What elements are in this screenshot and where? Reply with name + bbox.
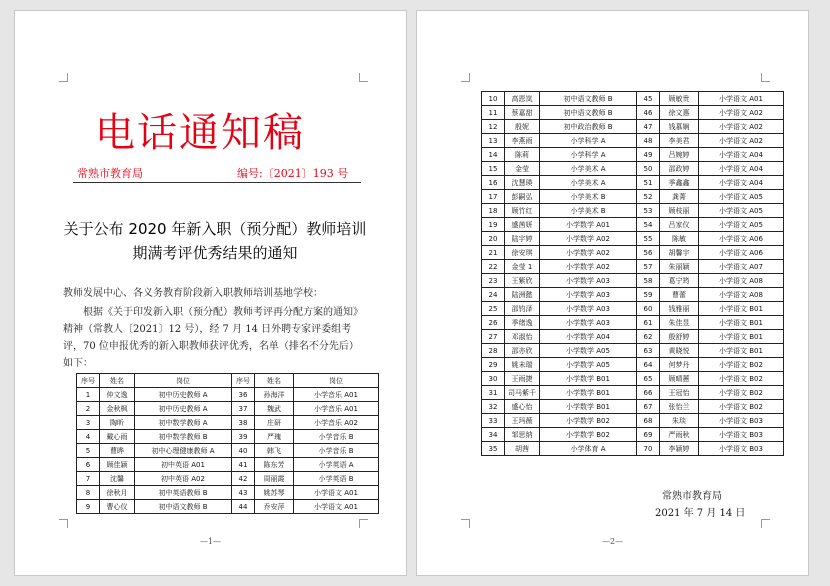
table-cell: 9 <box>77 500 100 514</box>
table-row <box>482 134 784 148</box>
table-header-cell: 岗位 <box>294 374 379 388</box>
table-cell: 44 <box>232 500 255 514</box>
table-cell: 22 <box>482 260 505 274</box>
table-cell: 司马紫千 <box>505 386 540 400</box>
table-cell: 初中数学教师 B <box>135 430 232 444</box>
table-cell: 初中英语 A01 <box>135 458 232 472</box>
table-cell: 67 <box>637 400 660 414</box>
table-cell: 小学数学 A03 <box>540 316 637 330</box>
table-cell: 12 <box>482 120 505 134</box>
crop-mark <box>761 73 770 82</box>
table-cell: 小学语文 B01 <box>699 344 784 358</box>
table-row <box>482 260 784 274</box>
table-cell: 19 <box>482 218 505 232</box>
table-cell: 小学音乐 A01 <box>294 388 379 402</box>
table-cell: 曹蕾 <box>660 288 699 302</box>
table-cell: 小学科学 A <box>540 134 637 148</box>
table-cell: 小学音乐 B <box>294 430 379 444</box>
table-row <box>482 288 784 302</box>
table-row <box>482 162 784 176</box>
table-cell: 53 <box>637 204 660 218</box>
table-cell: 4 <box>77 430 100 444</box>
table-cell: 小学数学 B01 <box>540 372 637 386</box>
table-cell: 60 <box>637 302 660 316</box>
table-cell: 小学语文 A05 <box>699 204 784 218</box>
table-cell: 何梦丹 <box>660 358 699 372</box>
table-cell: 初中英语 A02 <box>135 472 232 486</box>
table-cell: 8 <box>77 486 100 500</box>
table-cell: 10 <box>482 92 505 106</box>
table-cell: 初中历史教师 A <box>135 402 232 416</box>
table-cell: 小学数学 A05 <box>540 358 637 372</box>
table-cell: 小学语文 A02 <box>699 120 784 134</box>
table-cell: 55 <box>637 232 660 246</box>
table-cell: 仲文逸 <box>100 388 135 402</box>
table-cell: 小学语文 B01 <box>699 302 784 316</box>
table-cell: 小学美术 B <box>540 190 637 204</box>
table-cell: 严瑰 <box>255 430 294 444</box>
table-cell: 黄晓悦 <box>660 344 699 358</box>
table-cell: 彭嗣弘 <box>505 190 540 204</box>
table-header-row <box>77 374 379 388</box>
red-header-title: 电话通知稿 <box>95 110 305 156</box>
table-cell: 盛茜妍 <box>505 218 540 232</box>
table-cell: 小学语文 B03 <box>699 442 784 456</box>
table-cell: 殷舒婷 <box>660 330 699 344</box>
table-row <box>77 444 379 458</box>
table-cell: 13 <box>482 134 505 148</box>
table-cell: 李美君 <box>660 134 699 148</box>
table-row <box>482 344 784 358</box>
table-cell: 62 <box>637 330 660 344</box>
table-header-cell: 姓名 <box>255 374 294 388</box>
table-cell: 姚未瑞 <box>505 358 540 372</box>
table-row <box>482 274 784 288</box>
table-cell: 高恩岚 <box>505 92 540 106</box>
table-cell: 初中心理健康教师 A <box>135 444 232 458</box>
table-cell: 20 <box>482 232 505 246</box>
table-cell: 7 <box>77 472 100 486</box>
table-cell: 52 <box>637 190 660 204</box>
table-cell: 殷妮 <box>505 120 540 134</box>
table-row <box>482 330 784 344</box>
table-cell: 15 <box>482 162 505 176</box>
table-cell: 小学数学 A03 <box>540 302 637 316</box>
table-cell: 朱琰 <box>660 414 699 428</box>
table-cell: 小学语文 B01 <box>699 330 784 344</box>
table-cell: 小学美术 A <box>540 162 637 176</box>
table-cell: 17 <box>482 190 505 204</box>
roster-table-page1 <box>76 373 379 514</box>
table-cell: 63 <box>637 344 660 358</box>
table-cell: 39 <box>232 430 255 444</box>
table-cell: 小学语文 A02 <box>699 134 784 148</box>
table-cell: 朱佳昱 <box>660 316 699 330</box>
table-row <box>482 218 784 232</box>
table-cell: 小学音乐 B <box>294 444 379 458</box>
table-cell: 小学数学 B02 <box>540 414 637 428</box>
table-cell: 70 <box>637 442 660 456</box>
table-cell: 沈馨 <box>100 472 135 486</box>
table-cell: 小学语文 B02 <box>699 358 784 372</box>
table-cell: 小学语文 B02 <box>699 386 784 400</box>
table-cell: 小学语文 B03 <box>699 414 784 428</box>
table-cell: 小学数学 A04 <box>540 330 637 344</box>
table-cell: 小学语文 B01 <box>699 316 784 330</box>
table-cell: 16 <box>482 176 505 190</box>
table-cell: 47 <box>637 120 660 134</box>
table-cell: 胡馨宇 <box>660 246 699 260</box>
table-cell: 蔡嘉甜 <box>505 106 540 120</box>
table-cell: 李燕雨 <box>505 134 540 148</box>
table-row <box>482 176 784 190</box>
table-cell: 小学语文 B02 <box>699 400 784 414</box>
table-cell: 小学语文 A04 <box>699 162 784 176</box>
crop-mark <box>461 73 470 82</box>
table-cell: 金秋枫 <box>100 402 135 416</box>
table-cell: 58 <box>637 274 660 288</box>
table-cell: 小学语文 A05 <box>699 218 784 232</box>
table-cell: 乔安萍 <box>255 500 294 514</box>
crop-mark <box>59 519 68 528</box>
table-cell: 曹晔 <box>100 444 135 458</box>
table-cell: 小学语文 A02 <box>699 106 784 120</box>
table-cell: 小学语文 B02 <box>699 372 784 386</box>
table-cell: 小学数学 A02 <box>540 232 637 246</box>
table-cell: 66 <box>637 386 660 400</box>
document-number: 编号:〔2021〕193 号 <box>237 167 349 180</box>
table-cell: 陈莉 <box>505 148 540 162</box>
table-cell: 33 <box>482 414 505 428</box>
table-cell: 初中语文教师 B <box>135 500 232 514</box>
table-cell: 陈东芳 <box>255 458 294 472</box>
table-cell: 2 <box>77 402 100 416</box>
table-cell: 戴心雨 <box>100 430 135 444</box>
table-cell: 吕家仪 <box>660 218 699 232</box>
table-cell: 36 <box>232 388 255 402</box>
header-rule <box>73 182 361 183</box>
table-cell: 龚菁 <box>660 190 699 204</box>
table-cell: 小学音乐 A01 <box>294 402 379 416</box>
table-row <box>77 430 379 444</box>
table-row <box>482 204 784 218</box>
table-cell: 初中语文教师 B <box>540 92 637 106</box>
table-cell: 小学语文 A01 <box>294 486 379 500</box>
table-cell: 小学语文 A06 <box>699 246 784 260</box>
table-cell: 45 <box>637 92 660 106</box>
table-row <box>482 232 784 246</box>
table-row <box>482 358 784 372</box>
table-cell: 65 <box>637 372 660 386</box>
table-cell: 王紫欣 <box>505 274 540 288</box>
table-row <box>482 190 784 204</box>
table-row <box>482 400 784 414</box>
signature-date: 2021 年 7 月 14 日 <box>655 508 746 519</box>
table-cell: 小学语文 A01 <box>699 92 784 106</box>
table-cell: 41 <box>232 458 255 472</box>
table-cell: 陶昕 <box>100 416 135 430</box>
table-cell: 29 <box>482 358 505 372</box>
table-cell: 姚苏琴 <box>255 486 294 500</box>
table-cell: 小学美术 A <box>540 176 637 190</box>
table-cell: 邵亦欣 <box>505 344 540 358</box>
document-page-1 <box>14 10 407 576</box>
table-cell: 40 <box>232 444 255 458</box>
table-cell: 小学语文 A08 <box>699 288 784 302</box>
table-cell: 69 <box>637 428 660 442</box>
table-cell: 小学科学 A <box>540 148 637 162</box>
table-cell: 25 <box>482 302 505 316</box>
signature-issuer: 常熟市教育局 <box>662 491 722 502</box>
table-cell: 3 <box>77 416 100 430</box>
table-cell: 朱丽颖 <box>660 260 699 274</box>
table-cell: 初中历史教师 A <box>135 388 232 402</box>
table-row <box>77 402 379 416</box>
page-number: —1— <box>199 537 222 546</box>
table-cell: 21 <box>482 246 505 260</box>
table-cell: 顾敏贵 <box>660 92 699 106</box>
table-cell: 小学语文 A04 <box>699 176 784 190</box>
table-row <box>482 92 784 106</box>
crop-mark <box>461 519 470 528</box>
table-cell: 邵政婷 <box>660 162 699 176</box>
table-cell: 季鑫鑫 <box>660 176 699 190</box>
table-cell: 1 <box>77 388 100 402</box>
table-cell: 6 <box>77 458 100 472</box>
table-cell: 徐安琪 <box>505 246 540 260</box>
table-header-cell: 姓名 <box>100 374 135 388</box>
table-cell: 顾竹红 <box>505 204 540 218</box>
table-cell: 盛心怡 <box>505 400 540 414</box>
issuer-name: 常熟市教育局 <box>77 167 143 180</box>
table-cell: 金莹 1 <box>505 260 540 274</box>
table-cell: 小学音乐 A02 <box>294 416 379 430</box>
table-cell: 小学数学 B01 <box>540 400 637 414</box>
table-cell: 30 <box>482 372 505 386</box>
table-row <box>482 316 784 330</box>
table-cell: 孙海洋 <box>255 388 294 402</box>
table-row <box>482 442 784 456</box>
table-cell: 胡茜 <box>505 442 540 456</box>
table-row <box>77 500 379 514</box>
table-cell: 陆洲懿 <box>505 288 540 302</box>
notice-title: 关于公布 2020 年新入职（预分配）教师培训期满考评优秀结果的通知 <box>63 220 367 262</box>
table-cell: 小学英语 B <box>294 472 379 486</box>
table-cell: 51 <box>637 176 660 190</box>
table-cell: 46 <box>637 106 660 120</box>
table-cell: 初中英语教师 B <box>135 486 232 500</box>
table-cell: 35 <box>482 442 505 456</box>
table-cell: 小学数学 A03 <box>540 288 637 302</box>
table-cell: 43 <box>232 486 255 500</box>
table-cell: 小学语文 A07 <box>699 260 784 274</box>
table-cell: 32 <box>482 400 505 414</box>
table-cell: 李颖婷 <box>660 442 699 456</box>
table-cell: 徐文惠 <box>660 106 699 120</box>
table-cell: 小学体育 A <box>540 442 637 456</box>
table-row <box>77 486 379 500</box>
table-cell: 小学数学 A05 <box>540 344 637 358</box>
table-row <box>482 148 784 162</box>
table-cell: 34 <box>482 428 505 442</box>
table-header-cell: 序号 <box>77 374 100 388</box>
table-cell: 26 <box>482 316 505 330</box>
crop-mark <box>59 73 68 82</box>
table-header-cell: 序号 <box>232 374 255 388</box>
table-row <box>77 416 379 430</box>
table-cell: 顾佳颖 <box>100 458 135 472</box>
table-cell: 小学数学 A03 <box>540 274 637 288</box>
table-cell: 小学语文 A01 <box>294 500 379 514</box>
table-cell: 严雨秋 <box>660 428 699 442</box>
table-cell: 小学语文 A06 <box>699 232 784 246</box>
table-cell: 陆宇婷 <box>505 232 540 246</box>
table-cell: 小学数学 B02 <box>540 428 637 442</box>
table-cell: 38 <box>232 416 255 430</box>
table-cell: 吕婉婷 <box>660 148 699 162</box>
table-cell: 王冠怡 <box>660 386 699 400</box>
table-cell: 陈敏 <box>660 232 699 246</box>
table-cell: 23 <box>482 274 505 288</box>
table-cell: 顾枝丽 <box>660 204 699 218</box>
table-cell: 钱慕娴 <box>660 120 699 134</box>
table-cell: 14 <box>482 148 505 162</box>
document-page-2 <box>416 10 809 576</box>
salutation: 教师发展中心、各义务教育阶段新入职教师培训基地学校： <box>63 288 323 299</box>
table-cell: 小学数学 A02 <box>540 260 637 274</box>
table-cell: 小学数学 A01 <box>540 218 637 232</box>
table-row <box>482 386 784 400</box>
table-cell: 邹思纳 <box>505 428 540 442</box>
table-cell: 小学美术 B <box>540 204 637 218</box>
table-cell: 31 <box>482 386 505 400</box>
table-cell: 初中语文教师 B <box>540 106 637 120</box>
table-cell: 周丽霞 <box>255 472 294 486</box>
table-cell: 金莹 <box>505 162 540 176</box>
table-row <box>482 372 784 386</box>
table-cell: 50 <box>637 162 660 176</box>
table-cell: 57 <box>637 260 660 274</box>
table-cell: 初中数学教师 A <box>135 416 232 430</box>
table-cell: 王雨捷 <box>505 372 540 386</box>
table-cell: 18 <box>482 204 505 218</box>
table-cell: 小学数学 A02 <box>540 246 637 260</box>
body-paragraph: 根据《关于印发新入职（预分配）教师考评再分配方案的通知》精神（常教人〔2021〕12 号），经 7 月 14 日外聘专家评委组考评，70 位申报优秀的新入职教师获评优秀，名单（排名不分先后）如下： <box>63 307 363 369</box>
table-cell: 邓淑怡 <box>505 330 540 344</box>
table-cell: 24 <box>482 288 505 302</box>
table-cell: 68 <box>637 414 660 428</box>
table-row <box>482 414 784 428</box>
table-row <box>482 428 784 442</box>
page-number: —2— <box>601 537 624 546</box>
table-cell: 61 <box>637 316 660 330</box>
table-cell: 27 <box>482 330 505 344</box>
table-header-cell: 岗位 <box>135 374 232 388</box>
table-cell: 64 <box>637 358 660 372</box>
table-cell: 54 <box>637 218 660 232</box>
table-cell: 小学语文 A05 <box>699 190 784 204</box>
table-cell: 28 <box>482 344 505 358</box>
roster-table-page2 <box>481 91 784 456</box>
table-cell: 钱雅丽 <box>660 302 699 316</box>
crop-mark <box>761 519 770 528</box>
table-cell: 顾晴蕙 <box>660 372 699 386</box>
table-cell: 王玛薇 <box>505 414 540 428</box>
table-cell: 37 <box>232 402 255 416</box>
table-cell: 邵钧泽 <box>505 302 540 316</box>
table-cell: 49 <box>637 148 660 162</box>
table-row <box>77 388 379 402</box>
table-row <box>482 302 784 316</box>
table-cell: 42 <box>232 472 255 486</box>
table-cell: 56 <box>637 246 660 260</box>
crop-mark <box>359 519 368 528</box>
table-cell: 小学英语 A <box>294 458 379 472</box>
table-cell: 曹心仪 <box>100 500 135 514</box>
crop-mark <box>359 73 368 82</box>
table-cell: 小学数学 B01 <box>540 386 637 400</box>
table-cell: 初中政治教师 B <box>540 120 637 134</box>
table-cell: 魏武 <box>255 402 294 416</box>
table-row <box>482 246 784 260</box>
table-cell: 59 <box>637 288 660 302</box>
table-cell: 韩飞 <box>255 444 294 458</box>
table-cell: 小学语文 A08 <box>699 274 784 288</box>
table-cell: 张怡兰 <box>660 400 699 414</box>
table-cell: 5 <box>77 444 100 458</box>
table-cell: 48 <box>637 134 660 148</box>
table-row <box>77 472 379 486</box>
table-row <box>77 458 379 472</box>
table-cell: 小学语文 B03 <box>699 428 784 442</box>
table-cell: 徐秋月 <box>100 486 135 500</box>
table-cell: 小学语文 A04 <box>699 148 784 162</box>
table-row <box>482 120 784 134</box>
table-row <box>482 106 784 120</box>
table-cell: 沈慧瑛 <box>505 176 540 190</box>
table-cell: 11 <box>482 106 505 120</box>
table-cell: 庄研 <box>255 416 294 430</box>
table-cell: 葛宁筠 <box>660 274 699 288</box>
table-cell: 季绪逸 <box>505 316 540 330</box>
